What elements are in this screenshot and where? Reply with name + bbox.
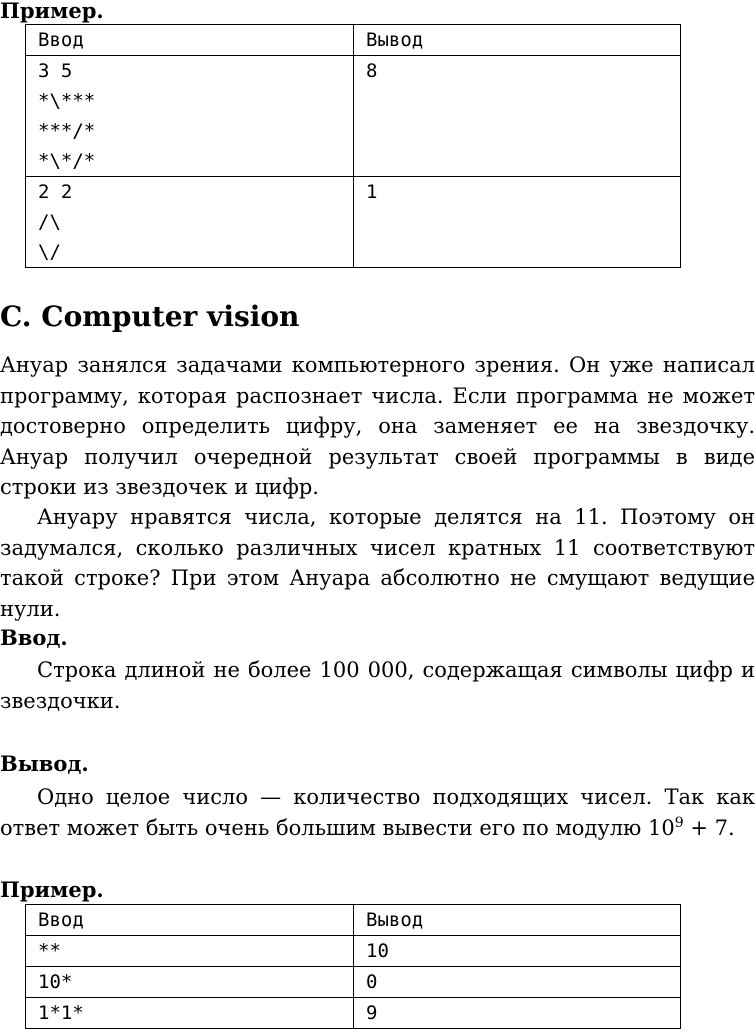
output-description xyxy=(0,782,755,843)
input-line: *\*/* xyxy=(38,150,96,172)
column-header-input: Ввод xyxy=(26,25,354,56)
input-line: \/ xyxy=(38,241,61,263)
column-header-output: Вывод xyxy=(354,25,681,56)
input-line: ***/* xyxy=(38,120,96,142)
section-title: C. Computer vision xyxy=(0,300,300,333)
output-text-tail: + 7. xyxy=(683,815,735,840)
output-cell: 9 xyxy=(354,998,681,1029)
input-cell xyxy=(26,177,354,268)
input-cell: 10* xyxy=(26,967,354,998)
table-row xyxy=(26,936,681,967)
example1-table xyxy=(25,24,681,268)
input-cell xyxy=(26,56,354,177)
input-cell: 1*1* xyxy=(26,998,354,1029)
table-row xyxy=(26,998,681,1029)
input-line: 3 5 xyxy=(38,60,73,82)
output-text: Одно целое число — количество подходящих чисел. Так как ответ может быть очень большим вывести его по модулю 10 xyxy=(0,785,755,840)
table-row xyxy=(26,56,681,177)
table-row xyxy=(26,967,681,998)
output-cell: 10 xyxy=(354,936,681,967)
problem-paragraph-1: Ануар занялся задачами компьютерного зрения. Он уже написал программу, которая распознает числа. Если программа не может достоверно определить цифру, она заменяет ее на звездочку. Ануар получил очередной результат своей программы в виде строки из звездочек и цифр. xyxy=(0,353,755,499)
input-cell: ** xyxy=(26,936,354,967)
problem-paragraph-2: Ануару нравятся числа, которые делятся на 11. Поэтому он задумался, сколько различных чисел кратных 11 соответствуют такой строке? При этом Ануара абсолютно не смущают ведущие нули. xyxy=(0,505,755,621)
output-cell: 0 xyxy=(354,967,681,998)
input-description: Строка длиной не более 100 000, содержащая символы цифр и звездочки. xyxy=(0,658,755,713)
example1-heading: Пример. xyxy=(0,0,104,23)
output-cell xyxy=(354,177,681,268)
output-cell xyxy=(354,56,681,177)
example2-table xyxy=(25,904,681,1029)
exponent: 9 xyxy=(674,814,684,831)
input-line: *\*** xyxy=(38,90,96,112)
output-heading: Вывод. xyxy=(0,751,89,776)
input-line: 2 2 xyxy=(38,181,73,203)
table-row xyxy=(26,177,681,268)
input-heading: Ввод. xyxy=(0,625,68,650)
example2-heading: Пример. xyxy=(0,877,104,902)
output-line: 1 xyxy=(366,181,378,203)
column-header-input: Ввод xyxy=(26,905,354,936)
input-line: /\ xyxy=(38,211,61,233)
column-header-output: Вывод xyxy=(354,905,681,936)
table-header-row xyxy=(26,905,681,936)
table-header-row xyxy=(26,25,681,56)
output-line: 8 xyxy=(366,60,378,82)
